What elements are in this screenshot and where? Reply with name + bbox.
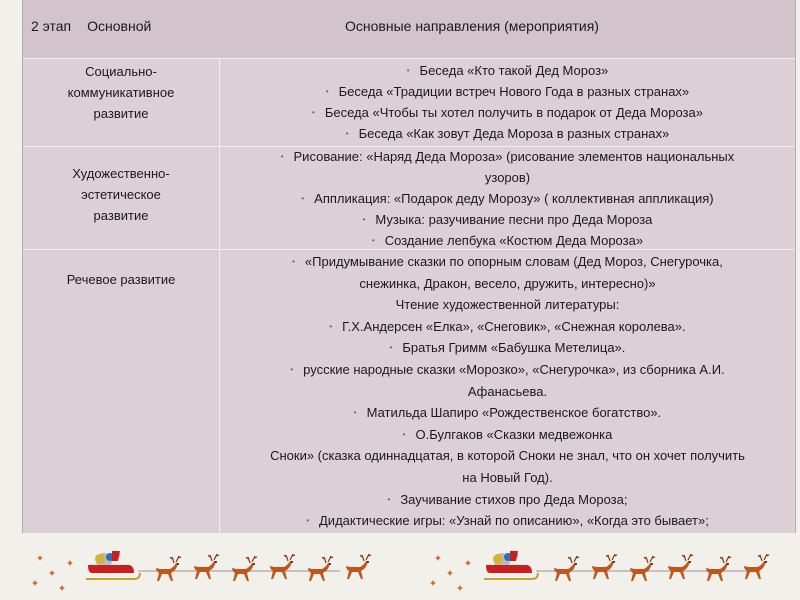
- bullet-icon: •: [406, 66, 410, 75]
- bullet-icon: •: [371, 236, 375, 245]
- area-line: коммуникативное: [67, 85, 175, 100]
- list-item: на Новый Год).: [462, 469, 553, 485]
- list-item: • Дидактические игры: «Узнай по описанию», «Когда это бывает»;: [306, 513, 709, 529]
- santa-sleigh-reindeer-border: [0, 533, 800, 600]
- list-item: • Музыка: разучивание песни про Деда Мороза: [362, 212, 653, 227]
- bullet-icon: •: [280, 152, 284, 161]
- list-item: • Г.Х.Андерсен «Елка», «Снеговик», «Снежная королева».: [329, 318, 686, 334]
- activities-cell: [220, 146, 795, 251]
- bullet-icon: •: [387, 494, 391, 504]
- bullet-icon: •: [292, 257, 295, 266]
- list-item: • Беседа «Как зовут Деда Мороза в разных странах»: [345, 126, 670, 141]
- bullet-icon: •: [353, 408, 357, 418]
- area-cell: [23, 163, 219, 226]
- table-header-row: [23, 0, 795, 59]
- bullet-icon: •: [329, 321, 333, 331]
- list-item: Афанасьева.: [467, 383, 548, 399]
- bullet-icon: •: [362, 215, 366, 224]
- directions-header: Основные направления (мероприятия): [345, 18, 599, 34]
- table-row-social: [23, 58, 795, 147]
- list-item: • Аппликация: «Подарок деду Морозу» ( коллективная аппликация): [301, 191, 714, 206]
- bullet-icon: •: [402, 429, 406, 439]
- stage-header: [31, 18, 167, 34]
- table-row-speech: [23, 249, 795, 534]
- list-item: снежинка, Дракон, весело, дружить, интересно)»: [359, 275, 656, 291]
- area-line: Художественно-: [72, 166, 170, 181]
- bullet-icon: •: [389, 343, 393, 353]
- list-item: • Братья Гримм «Бабушка Метелица».: [389, 340, 626, 356]
- list-item: Чтение художественной литературы:: [395, 297, 620, 313]
- activities-cell: [220, 251, 795, 532]
- area-line: Социально-: [85, 64, 157, 79]
- list-item: • Матильда Шапиро «Рождественское богатство».: [353, 405, 662, 421]
- stage-label: 2 этап: [31, 18, 72, 34]
- activities-table: [22, 0, 796, 533]
- list-item: • «Придумывание сказки по опорным словам (Дед Мороз, Снегурочка,: [292, 254, 723, 269]
- table-row-art: [23, 146, 795, 250]
- list-item: узоров): [484, 170, 531, 185]
- sleigh-group-left: [32, 551, 371, 591]
- bullet-icon: •: [345, 129, 349, 138]
- bullet-icon: •: [290, 364, 294, 374]
- list-item: • Создание лепбука «Костюм Деда Мороза»: [371, 233, 644, 248]
- list-item: • Заучивание стихов про Деда Мороза;: [387, 491, 628, 507]
- list-item: • Рисование: «Наряд Деда Мороза» (рисование элементов национальных: [280, 149, 735, 164]
- area-line: эстетическое: [81, 187, 161, 202]
- area-line: развитие: [93, 208, 149, 223]
- stage-name: Основной: [87, 18, 152, 34]
- bullet-icon: •: [301, 194, 305, 203]
- list-item: • Беседа «Чтобы ты хотел получить в подарок от Деда Мороза»: [312, 105, 703, 120]
- list-item: • Беседа «Традиции встреч Нового Года в разных странах»: [325, 84, 690, 99]
- list-item: Сноки» (сказка одиннадцатая, в которой Сноки не знал, что он хочет получить: [270, 448, 745, 464]
- area-line: Речевое развитие: [66, 272, 176, 287]
- area-line: развитие: [93, 106, 149, 121]
- area-cell: [23, 61, 219, 124]
- area-cell: [23, 269, 219, 290]
- bullet-icon: •: [325, 87, 329, 96]
- bullet-icon: •: [312, 108, 315, 117]
- list-item: • О.Булгаков «Сказки медвежонка: [402, 426, 613, 442]
- list-item: • Беседа «Кто такой Дед Мороз»: [406, 63, 609, 78]
- activities-cell: [220, 60, 795, 144]
- list-item: • русские народные сказки «Морозко», «Снегурочка», из сборника А.И.: [290, 361, 725, 377]
- bullet-icon: •: [306, 516, 309, 526]
- sleigh-group-right: [430, 551, 769, 591]
